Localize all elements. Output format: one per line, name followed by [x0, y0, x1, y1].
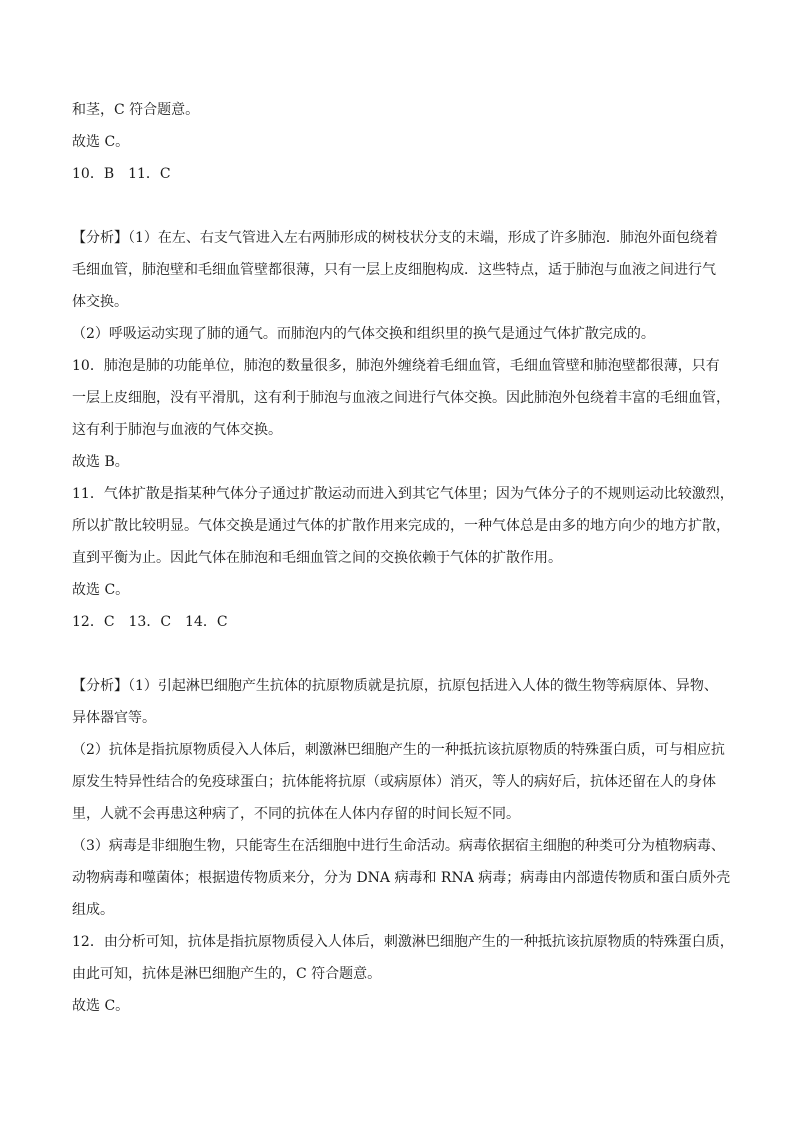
text-line: 毛细血管，肺泡壁和毛细血管壁都很薄，只有一层上皮细胞构成．这些特点，适于肺泡与血液之间进行气	[72, 262, 716, 278]
text-line: 故选 C。	[72, 582, 130, 598]
text-line: 所以扩散比较明显。气体交换是通过气体的扩散作用来完成的，一种气体总是由多的地方向少的地方扩散，	[72, 518, 730, 534]
answer-line: 12．C 13．C 14．C	[72, 614, 228, 630]
text-line: （2）抗体是指抗原物质侵入人体后，刺激淋巴细胞产生的一种抵抗该抗原物质的特殊蛋白质，可与相应抗	[72, 742, 725, 758]
text-line: 里，人就不会再患这种病了，不同的抗体在人体内存留的时间长短不同。	[72, 806, 520, 822]
text-line: 和茎，C 符合题意。	[72, 102, 200, 118]
text-line: 动物病毒和噬菌体；根据遗传物质来分，分为 DNA 病毒和 RNA 病毒；病毒由内部遗传物质和蛋白质外壳	[72, 870, 731, 886]
answer-line: 10．B 11．C	[72, 166, 171, 182]
text-line: 体交换。	[72, 294, 128, 310]
text-line: 组成。	[72, 902, 114, 918]
text-line: 由此可知，抗体是淋巴细胞产生的，C 符合题意。	[72, 966, 382, 982]
text-line: （3）病毒是非细胞生物，只能寄生在活细胞中进行生命活动。病毒依据宿主细胞的种类可分为植物病毒、	[72, 838, 725, 854]
text-line: 原发生特异性结合的免疫球蛋白；抗体能将抗原（或病原体）消灭，等人的病好后，抗体还留在人的身体	[72, 774, 716, 790]
text-line: 直到平衡为止。因此气体在肺泡和毛细血管之间的交换依赖于气体的扩散作用。	[72, 550, 562, 566]
analysis-line: 【分析】（1）在左、右支气管进入左右两肺形成的树枝状分支的末端，形成了许多肺泡．肺泡外面包绕着	[72, 230, 718, 246]
text-line: 故选 C。	[72, 134, 130, 150]
text-line: 一层上皮细胞，没有平滑肌，这有利于肺泡与血液之间进行气体交换。因此肺泡外包绕着丰富的毛细血管，	[72, 390, 730, 406]
text-line: （2）呼吸运动实现了肺的通气。而肺泡内的气体交换和组织里的换气是通过气体扩散完成的。	[72, 326, 655, 342]
text-line: 故选 C。	[72, 998, 130, 1014]
text-line: 10．肺泡是肺的功能单位，肺泡的数量很多，肺泡外缠绕着毛细血管，毛细血管壁和肺泡壁都很薄，只有	[72, 358, 720, 374]
text-line: 12．由分析可知，抗体是指抗原物质侵入人体后，刺激淋巴细胞产生的一种抵抗该抗原物质的特殊蛋白质，	[72, 934, 734, 950]
text-line: 异体器官等。	[72, 710, 156, 726]
text-line: 故选 B。	[72, 454, 129, 470]
text-line: 这有利于肺泡与血液的气体交换。	[72, 422, 282, 438]
text-line: 11．气体扩散是指某种气体分子通过扩散运动而进入到其它气体里；因为气体分子的不规则运动比较激烈，	[72, 486, 734, 502]
analysis-line: 【分析】（1）引起淋巴细胞产生抗体的抗原物质就是抗原，抗原包括进入人体的微生物等病原体、异物、	[72, 678, 718, 694]
